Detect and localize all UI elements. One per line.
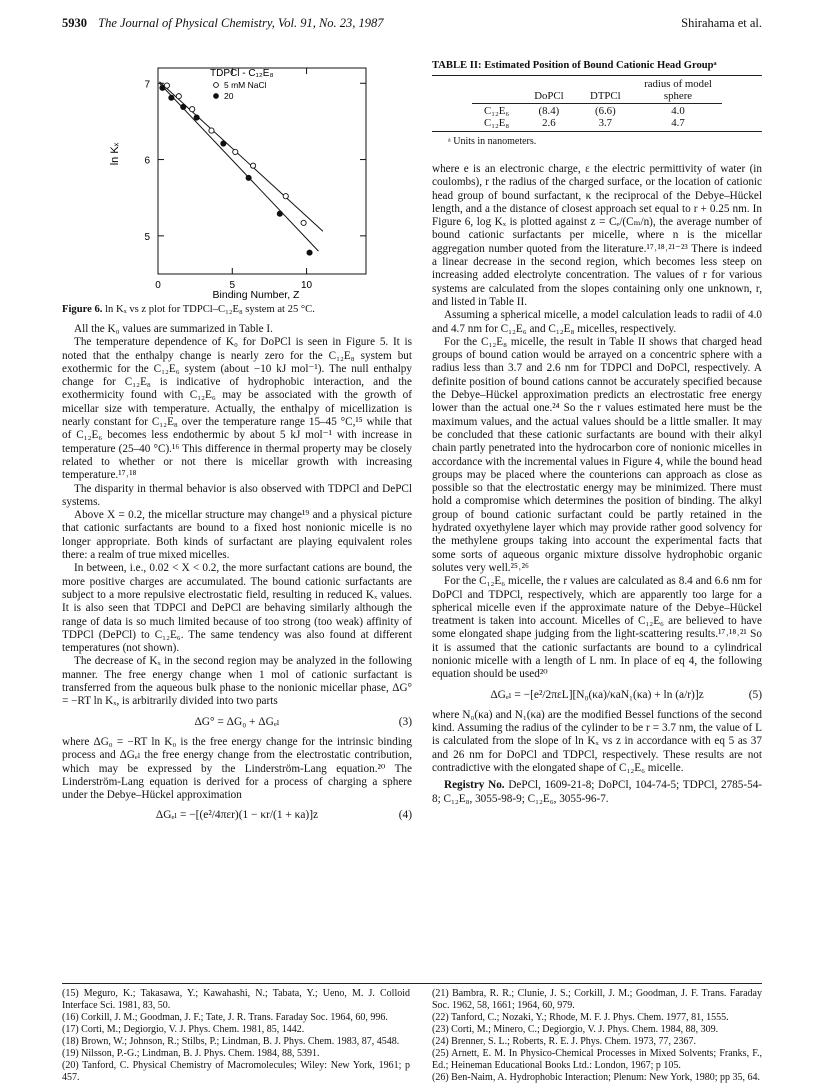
paragraph: In between, i.e., 0.02 < X < 0.2, the more surfactant cations are bound, the more positive charges are accumulated. The bound cationic surfactants are subject to a more repulsive electrostatic field, resulting in reduced Kₓ values. It is also seen that TDPCl and DePCl are behaving similarly although the range of data is so much limited because of too strong (too weak) affinity of TDPCl (DePCl) to C₁₂E₆. The same tendency was also found at different temperatures (not shown).: [62, 562, 412, 655]
data-point: [246, 175, 251, 180]
data-point: [233, 149, 238, 154]
table-grid: [472, 78, 722, 129]
reference-item: (22) Tanford, C.; Nozaki, Y.; Rhode, M. F. J. Phys. Chem. 1977, 81, 1555.: [432, 1012, 729, 1023]
paragraph: The temperature dependence of K₀ for DoPCl is seen in Figure 5. It is noted that the enthalpy change is nearly zero for the C₁₂E₈ system but exothermic for the C₁₂E₆ system (about −10 kJ mol⁻¹). The null enthalpy change for C₁₂E₈ is indicative of hydrophobic interaction, and the exothermicity found with C₁₂E₆ may be associated with the growth of micellar size with temperature. Actually, the enthalpy of micellization is nearly constant for C₁₂E₈ over the temperature range 15–45 °C,¹⁵ while that of C₁₂E₆ becomes less endothermic by about 5 kJ mol⁻¹ with increase in temperature (25–40 °C).¹⁶ This difference in thermal property may be closely related to whether or not there is micellar growth with increasing temperature.¹⁷˒¹⁸: [62, 336, 412, 482]
references-left: [62, 988, 410, 1084]
equation-4: [62, 809, 412, 822]
chart-marks: [159, 82, 322, 256]
legend-label: 5 mM NaCl: [224, 80, 267, 90]
data-point: [194, 115, 199, 120]
table-row: [472, 105, 722, 117]
x-tick-label: 5: [229, 280, 236, 291]
data-point: [181, 104, 186, 109]
table-cell: C₁₂E₆: [484, 105, 510, 117]
references-divider: [62, 983, 762, 984]
registry-numbers: [432, 779, 762, 806]
reference-item: (26) Ben-Naim, A. Hydrophobic Interaction; Plenum: New York, 1980; pp 35, 64.: [432, 1072, 761, 1083]
data-point: [307, 250, 312, 255]
equation-text: ΔG° = ΔG₀ + ΔGₑₗ: [194, 715, 280, 728]
data-point: [169, 95, 174, 100]
figure-caption-label: Figure 6.: [62, 304, 103, 315]
table-header-rule: [472, 103, 722, 104]
data-point: [277, 211, 282, 216]
table-cell: 3.7: [598, 117, 613, 129]
reference-item: (18) Brown, W.; Johnson, R.; Stilbs, P.; Lindman, B. J. Phys. Chem. 1983, 87, 4548.: [62, 1036, 400, 1047]
y-tick-label: 6: [144, 155, 150, 167]
paragraph: For the C₁₂E₈ micelle, the result in Table II shows that charged head groups of bound cation would be arrayed on a concentric sphere with a radius less than 3.7 and 2.6 nm for TDPCl and DoPCl, respectively. A definite position of bound cations cannot be accurately specified because the Debye–Hückel approximation predicts an electrostatic free energy lower than the actual one.²⁴ So the r values estimated here must be the maximum values, and the actual values should be a little smaller. It may be concluded that these cationic surfactants are bound with their alkyl chain partly penetrated into the hydrocarbon core of nonionic micelles in accordance with the incremental values in Figure 4, while the bound head groups may be placed where the counterions can approach as close as possible so that the electrostatic energy may be minimized. There must hold a compromise which determines the position of binding. The alkyl group of bound cationic surfactant could be partly retained in the hydrated oxyethylene layer which may provide rather good solvency for the methylene groups taking into account the experimental facts that some sorts of aqueous organic mixture dissolve hydrophobic organic solutes very well.²⁵˒²⁶: [432, 335, 762, 574]
page-number: 5930: [62, 16, 87, 30]
equation-3: [62, 716, 412, 729]
registry-label: Registry No.: [444, 779, 505, 792]
table-title: TABLE II: Estimated Position of Bound Cationic Head Groupᵃ: [432, 60, 717, 71]
table-header-row: [472, 78, 722, 102]
table-bottom-rule: [432, 131, 762, 132]
table-header-cell: radius of model sphere: [644, 78, 712, 102]
running-authors: Shirahama et al.: [681, 16, 762, 30]
chart-x-axis-label: Binding Number, Z: [212, 289, 300, 301]
left-column-text: [62, 323, 412, 830]
paragraph: All the K₀ values are summarized in Table I.: [74, 323, 273, 335]
table-cell: (8.4): [538, 105, 560, 117]
data-point: [209, 128, 214, 133]
paragraph: where e is an electronic charge, ε the electric permittivity of water (in coulombs), r the radius of the charged surface, or the location of cationic head group of bound surfactant, κ the reciprocal of the Debye–Hückel length, and a the distance of closest approach set equal to r + 0.25 nm. In Figure 6, log Kₓ is plotted against z = Cₑ/(Cₘ/n), the average number of bound cationic surfactants per micelle, where n is the micellar aggregation number quoted from the literature.¹⁷˒¹⁸˒²¹⁻²³ There is indeed a linear decrease in the second region, which becomes less steep on increasing added electrolyte concentration. The values of r for various systems are calculated from the slopes containing only one unknown, r, and listed in Table II.: [432, 163, 762, 308]
data-point: [190, 107, 195, 112]
reference-item: (25) Arnett, E. M. In Physico-Chemical Processes in Mixed Solvents; Franks, F., Ed.; Heineman Educational Books Ltd.: London, 1967; p 105.: [432, 1048, 762, 1071]
reference-item: (21) Bambra, R. R.; Clunie, J. S.; Corkill, J. M.; Goodman, J. F. Trans. Faraday Soc. 1962, 58, 1661; 1964, 60, 979.: [432, 988, 762, 1011]
table-cell: C₁₂E₈: [484, 117, 510, 129]
table-cell: (6.6): [594, 105, 616, 117]
paragraph: The disparity in thermal behavior is also observed with TDPCl and DePCl systems.: [62, 482, 412, 508]
table-header-cell: DTPCl: [590, 90, 621, 102]
equation-number: (3): [398, 715, 412, 728]
table-cell: 2.6: [542, 117, 556, 129]
legend-marker: [214, 83, 219, 88]
table-footnote: ᵃ Units in nanometers.: [448, 136, 537, 147]
equation-text: ΔGₑₗ = −[e²/2πεL][N₀(κa)/κaN₁(κa) + ln (a/r)]z: [490, 688, 704, 701]
chart-y-axis-label: ln Kₓ: [109, 142, 121, 166]
equation-5: [432, 689, 762, 702]
data-point: [250, 163, 255, 168]
chart-axes: [144, 68, 366, 291]
data-point: [283, 194, 288, 199]
x-tick-label: 0: [155, 280, 161, 291]
table-cell: 4.0: [671, 105, 685, 117]
reference-item: (16) Corkill, J. M.; Goodman, J. F.; Tate, J. R. Trans. Faraday Soc. 1964, 60, 996.: [62, 1012, 388, 1023]
data-point: [160, 85, 165, 90]
table-top-rule: [432, 75, 762, 76]
y-tick-label: 5: [144, 231, 150, 243]
paragraph: where ΔG₀ = −RT ln K₀ is the free energy change for the intrinsic binding process and ΔGₑₗ the free energy change from the electrostatic contribution, which may be expressed by the Linderström-Lang equation.²⁰ The Linderström-Lang equation is derived for a process of charging a sphere under the Debye–Hückel approximation: [62, 735, 412, 802]
figure-6-chart: [96, 54, 396, 304]
legend-marker: [214, 94, 219, 99]
data-point: [301, 220, 306, 225]
paragraph: Assuming a spherical micelle, a model calculation leads to radii of 4.0 and 4.7 nm for C₁₂E₆ and C₁₂E₈ micelles, respectively.: [432, 309, 762, 335]
journal-citation: The Journal of Physical Chemistry, Vol. 91, No. 23, 1987: [98, 16, 384, 30]
figure-caption-text: ln Kₓ vs z plot for TDPCl–C₁₂E₈ system at 25 °C.: [105, 304, 315, 315]
table-header-cell: DoPCl: [534, 90, 564, 102]
reference-item: (19) Nilsson, P.-G.; Lindman, B. J. Phys. Chem. 1984, 88, 5391.: [62, 1048, 320, 1059]
table-row: [472, 117, 722, 129]
equation-number: (5): [748, 688, 762, 701]
paragraph: Above X = 0.2, the micellar structure may change¹⁹ and a physical picture that cationic surfactants are bound to a fixed host nonionic micelle is no longer appropriate. Both kinds of surfactant are playing equivalent roles there: a realm of true mixed micelles.: [62, 509, 412, 562]
x-tick-label: 10: [301, 280, 313, 291]
paragraph: The decrease of Kₓ in the second region may be analyzed in the following manner. The free energy change when 1 mol of cationic surfactant is transferred from the aqueous bulk phase to the nonionic micellar phase, ΔG° = −RT ln Kₓ, is arbitrarily divided into two parts: [62, 655, 412, 708]
legend-label: 20: [224, 91, 234, 101]
data-point: [176, 94, 181, 99]
paragraph: where N₀(κa) and N₁(κa) are the modified Bessel functions of the second kind. Assuming the radius of the cylinder to be r = 3.7 nm, the value of L is calculated from the slope of ln Kₓ vs z in accordance with eq 5 as 37 and 26 nm for DoPCl and TDPCl, respectively. These results are not contradictive with the elongated shape of C₁₂E₆ micelle.: [432, 708, 762, 775]
y-tick-label: 7: [144, 79, 150, 91]
equation-text: ΔGₑₗ = −[(e²/4πεr)(1 − κr/(1 + κa)]z: [155, 809, 319, 822]
data-point: [221, 141, 226, 146]
registry-text: DePCl, 1609-21-8; DoPCl, 104-74-5; TDPCl, 2785-54-8; C₁₂E₈, 3055-98-9; C₁₂E₆, 3055-96-7.: [432, 779, 763, 805]
reference-item: (24) Brenner, S. L.; Roberts, R. E. J. Phys. Chem. 1973, 77, 2367.: [432, 1036, 697, 1047]
reference-item: (15) Meguro, K.; Takasawa, Y.; Kawahashi, N.; Tabata, Y.; Ueno, M. J. Colloid Interface Sci. 1981, 83, 50.: [62, 988, 410, 1011]
reference-item: (23) Corti, M.; Minero, C.; Degiorgio, V. J. Phys. Chem. 1984, 88, 309.: [432, 1024, 719, 1035]
chart-title: TDPCl - C₁₂E₈: [210, 68, 274, 79]
figure-caption: [62, 304, 412, 315]
table-2: [432, 60, 762, 147]
reference-item: (20) Tanford, C. Physical Chemistry of Macromolecules; Wiley: New York, 1961; p 457.: [62, 1060, 410, 1083]
equation-number: (4): [398, 809, 412, 822]
running-header: [62, 16, 762, 32]
plot-frame: [158, 68, 366, 274]
reference-item: (17) Corti, M.; Degiorgio, V. J. Phys. Chem. 1981, 85, 1442.: [62, 1024, 305, 1035]
table-header-cell: [472, 78, 521, 102]
references-right: [432, 988, 762, 1084]
paragraph: For the C₁₂E₆ micelle, the r values are calculated as 8.4 and 6.6 nm for DoPCl and TDPCl, respectively, which are apparently too large for a spherical micelle even if the approximate nature of the Debye–Hückel treatment is taken into account. Micelles of C₁₂E₆ are believed to have some elongated shape judging from the light-scattering results.¹⁷˒¹⁸˒²¹ So it is assumed that the cationic surfactants are bound to a cylindrical nonionic micelle with a length of L nm. In place of eq 4, the following equation should be used²⁰: [432, 575, 762, 681]
table-cell: 4.7: [671, 117, 685, 129]
right-column-text: [432, 163, 762, 806]
